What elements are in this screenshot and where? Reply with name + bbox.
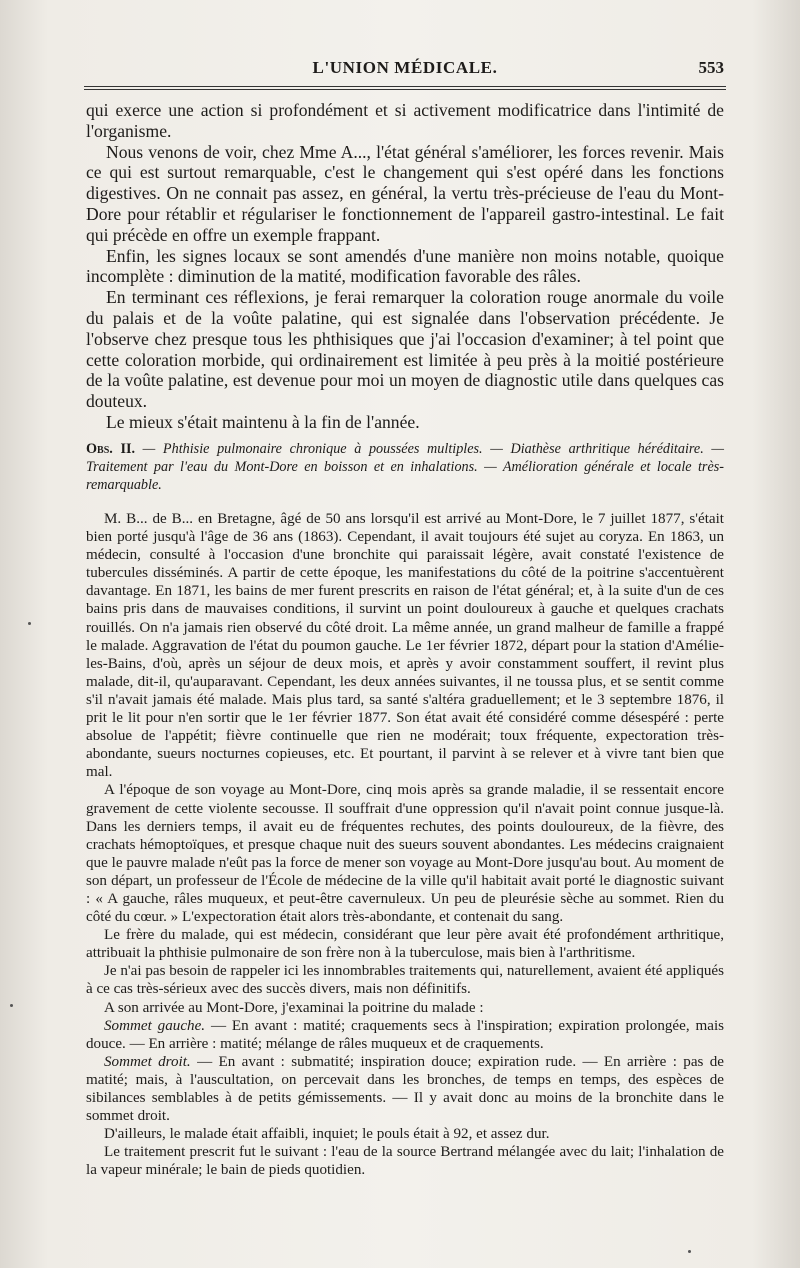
ink-speck	[28, 622, 31, 625]
commentary-section	[86, 100, 724, 433]
paragraph: Le frère du malade, qui est médecin, considérant que leur père avait été profondément arthritique, attribuait la phthisie pulmonaire de son frère non à la tuberculose, mais bien à l'arthritisme.	[86, 927, 724, 962]
paragraph: A son arrivée au Mont-Dore, j'examinai la poitrine du malade :	[104, 999, 484, 1016]
ink-speck	[10, 1004, 13, 1007]
paragraph: Nous venons de voir, chez Mme A..., l'état général s'améliorer, les forces revenir. Mais ce qui est surtout remarquable, c'est le changement qui s'est opéré dans les fonctions digestives. On ne connait pas assez, en général, la vertu très-précieuse de l'eau du Mont-Dore pour rétablir et régulariser le fonctionnement de l'appareil gastro-intestinal. Le fait qui précède en offre un exemple frappant.	[86, 141, 724, 245]
paragraph: Enfin, les signes locaux se sont amendés d'une manière non moins notable, quoique incomplète : diminution de la matité, modification favorable des râles.	[86, 245, 724, 287]
exam-text: — En avant : matité; craquements secs à l'inspiration; expiration prolongée, mais douce. — En arrière : matité; mélange de râles muqueux et de craquements.	[86, 1017, 725, 1052]
ink-speck	[688, 1250, 691, 1253]
exam-label: Sommet droit.	[104, 1053, 191, 1070]
paragraph: Le traitement prescrit fut le suivant : l'eau de la source Bertrand mélangée avec du lait; l'inhalation de la vapeur minérale; le bain de pieds quotidien.	[86, 1144, 724, 1179]
exam-left-apex	[86, 1017, 724, 1053]
running-header	[84, 56, 726, 84]
exam-text: — En avant : submatité; inspiration douce; expiration rude. — En arrière : pas de matité; mais, à l'auscultation, on percevait dans les bronches, de temps en temps, des espèces de sibilances semblables à de petits gémissements. — Il y avait donc au moins de la bronchite dans le sommet droit.	[86, 1053, 724, 1125]
paragraph: M. B... de B... en Bretagne, âgé de 50 ans lorsqu'il est arrivé au Mont-Dore, le 7 juillet 1877, s'était bien porté jusqu'à l'âge de 36 ans (1863). Cependant, il avait toujours été sujet au coryza. En 1863, un médecin, consulté à l'occasion d'une bronchite qui paraissait légère, avait constaté l'existence de tubercules disséminés. A partir de cette époque, les manifestations du côté de la poitrine s'accentuèrent davantage. En 1871, les bains de mer furent prescrits en raison de l'état général; et, à la suite d'un de ces bains pris dans de mauvaises conditions, il survint un point douloureux à gauche et quelques crachats rouillés. On n'a jamais rien observé du côté droit. La même année, un grand malheur de famille a frappé le malade. Aggravation de l'état du poumon gauche. Le 1er février 1872, départ pour la station d'Amélie-les-Bains, d'où, après un séjour de deux mois, et après y avoir constamment souffert, il revint plus malade, dit-il, qu'auparavant. Cependant, les deux années suivantes, il ne toussa plus, et se sentit comme s'il n'avait jamais été malade. Mais plus tard, sa santé s'altéra graduellement; et le 3 septembre 1876, il prit le lit pour n'en sortir que le 1er février 1877. Son état avait été considéré comme désespéré : perte absolue de l'appétit; fièvre continuelle que rien ne modérait; toux fréquente, expectoration très-abondante, sueurs nocturnes copieuses, etc. Et pourtant, il parvint à se relever et à vivre tant bien que mal.	[86, 511, 724, 781]
paragraph: D'ailleurs, le malade était affaibli, inquiet; le pouls était à 92, et assez dur.	[104, 1126, 550, 1143]
journal-title: L'UNION MÉDICALE.	[312, 58, 498, 77]
header-rule	[84, 86, 726, 90]
observation-number: Obs. II.	[86, 441, 136, 457]
paragraph: Je n'ai pas besoin de rappeler ici les innombrables traitements qui, naturellement, avaient été appliqués à ce cas très-sérieux avec des succès divers, mais non définitifs.	[86, 963, 724, 998]
exam-right-apex	[86, 1053, 724, 1125]
paragraph: A l'époque de son voyage au Mont-Dore, cinq mois après sa grande maladie, il se ressentait encore gravement de cette violente secousse. Il souffrait d'une oppression qu'il n'avait point connue jusque-là. Dans les derniers temps, il avait eu de fréquentes rechutes, des points douloureux, de la fièvre, des crachats hémoptoïques, et presque chaque nuit des sueurs souvent abondantes. Les médecins craignaient que le pauvre malade n'eût pas la force de mener son voyage au Mont-Dore jusqu'au bout. Au moment de son départ, un professeur de l'École de médecine de la ville qu'il habitait avait porté le diagnostic suivant : « A gauche, râles muqueux, et peut-être cavernuleux. Un peu de pleurésie sèche au sommet. Rien du côté du cœur. » L'expectoration était alors très-abondante, et contenait du sang.	[86, 782, 724, 926]
observation-heading	[86, 440, 724, 494]
case-report	[86, 510, 724, 1179]
page-number: 553	[698, 58, 724, 77]
exam-label: Sommet gauche.	[104, 1017, 206, 1034]
paragraph: En terminant ces réflexions, je ferai remarquer la coloration rouge anormale du voile du palais et de la voûte palatine, qui est signalée dans l'observation précédente. Je l'observe chez presque tous les phthisiques que j'ai l'occasion d'examiner; à tel point que cette coloration morbide, qui ordinairement est limitée à peu près à la moitié postérieure de la voûte palatine, est devenue pour moi un moyen de diagnostic utile dans quelques cas douteux.	[86, 287, 724, 412]
paragraph: qui exerce une action si profondément et si activement modificatrice dans l'intimité de l'organisme.	[86, 100, 724, 141]
paragraph: Le mieux s'était maintenu à la fin de l'année.	[106, 411, 420, 432]
observation-title: — Phthisie pulmonaire chronique à poussées multiples. — Diathèse arthritique héréditaire. — Traitement par l'eau du Mont-Dore en boisson et en inhalations. — Amélioration générale et locale très-remarquable.	[86, 441, 724, 493]
